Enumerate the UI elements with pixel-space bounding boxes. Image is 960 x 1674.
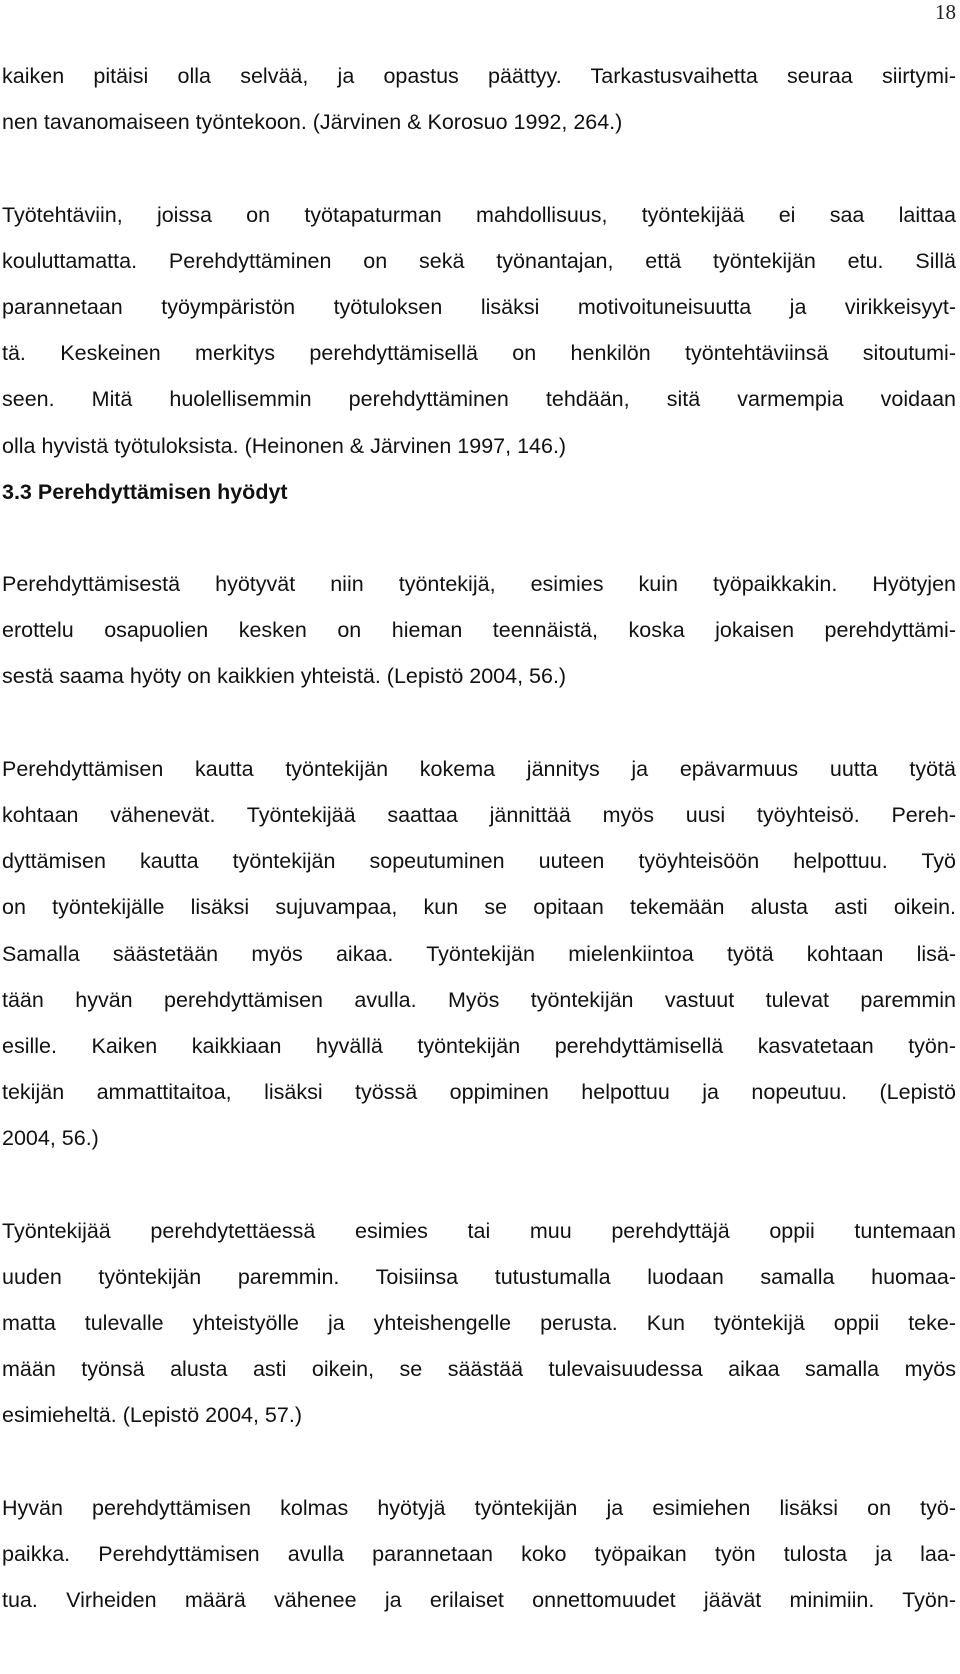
paragraph-line: tään hyvän perehdyttämisen avulla. Myös työntekijän vastuut tulevat paremmin (2, 987, 956, 1012)
paragraph-line: Perehdyttämisen kautta työntekijän kokema jännitys ja epävarmuus uutta työtä (2, 756, 956, 781)
paragraph-line: uuden työntekijän paremmin. Toisiinsa tutustumalla luodaan samalla huomaa- (2, 1264, 956, 1289)
paragraph-line: esille. Kaiken kaikkiaan hyvällä työntekijän perehdyttämisellä kasvatetaan työn- (2, 1033, 956, 1058)
paragraph-gap (2, 145, 956, 191)
document-body (2, 53, 956, 1623)
paragraph-line: kouluttamatta. Perehdyttäminen on sekä työnantajan, että työntekijän etu. Sillä (2, 248, 956, 273)
paragraph-line: paikka. Perehdyttämisen avulla parannetaan koko työpaikan työn tulosta ja laa- (2, 1542, 956, 1566)
paragraph-line: mään työnsä alusta asti oikein, se säästää tulevaisuudessa aikaa samalla myös (2, 1357, 956, 1382)
paragraph-gap (2, 1162, 956, 1208)
paragraph-gap (2, 1439, 956, 1485)
paragraph (2, 1208, 956, 1439)
paragraph-line: erottelu osapuolien kesken on hieman teennäistä, koska jokaisen perehdyttämi- (2, 618, 956, 643)
paragraph-gap (2, 515, 956, 561)
paragraph (2, 53, 956, 145)
paragraph (2, 1485, 956, 1624)
paragraph (2, 192, 956, 469)
paragraph-line: on työntekijälle lisäksi sujuvampaa, kun se opitaan tekemään alusta asti oikein. (2, 895, 956, 920)
paragraph-line: olla hyvistä työtuloksista. (Heinonen & Järvinen 1997, 146.) (2, 433, 567, 458)
paragraph-line: seen. Mitä huolellisemmin perehdyttäminen tehdään, sitä varmempia voidaan (2, 387, 956, 412)
paragraph-line: tä. Keskeinen merkitys perehdyttämisellä on henkilön työntehtäviinsä sitoutumi- (2, 341, 956, 366)
paragraph-line: kaiken pitäisi olla selvää, ja opastus päättyy. Tarkastusvaihetta seuraa siirtymi- (2, 64, 956, 88)
paragraph-line: Hyvän perehdyttämisen kolmas hyötyjä työntekijän ja esimiehen lisäksi on työ- (2, 1495, 956, 1520)
paragraph-line: nen tavanomaiseen työntekoon. (Järvinen & Korosuo 1992, 264.) (2, 110, 623, 135)
page-number: 18 (935, 0, 956, 24)
paragraph-line: Perehdyttämisestä hyötyvät niin työntekijä, esimies kuin työpaikkakin. Hyötyjen (2, 572, 956, 597)
paragraph-line: Työntekijää perehdytettäessä esimies tai muu perehdyttäjä oppii tuntemaan (2, 1218, 956, 1243)
paragraph-line: dyttämisen kautta työntekijän sopeutuminen uuteen työyhteisöön helpottuu. Työ (2, 849, 956, 874)
paragraph-line: Samalla säästetään myös aikaa. Työntekijän mielenkiintoa työtä kohtaan lisä- (2, 941, 956, 966)
paragraph-line: sestä saama hyöty on kaikkien yhteistä. (Lepistö 2004, 56.) (2, 664, 567, 689)
paragraph-gap (2, 700, 956, 746)
paragraph-line: esimieheltä. (Lepistö 2004, 57.) (2, 1403, 302, 1428)
paragraph-line: tekijän ammattitaitoa, lisäksi työssä oppiminen helpottuu ja nopeutuu. (Lepistö (2, 1080, 956, 1105)
paragraph-line: matta tulevalle yhteistyölle ja yhteishengelle perusta. Kun työntekijä oppii teke- (2, 1311, 956, 1336)
section-heading: 3.3 Perehdyttämisen hyödyt (2, 479, 288, 504)
paragraph-line: tua. Virheiden määrä vähenee ja erilaiset onnettomuudet jäävät minimiin. Työn- (2, 1588, 956, 1613)
paragraph (2, 561, 956, 700)
paragraph (2, 746, 956, 1162)
paragraph-line: 2004, 56.) (2, 1126, 99, 1151)
paragraph-line: kohtaan vähenevät. Työntekijää saattaa jännittää myös uusi työyhteisö. Pereh- (2, 803, 956, 827)
paragraph-line: Työtehtäviin, joissa on työtapaturman mahdollisuus, työntekijää ei saa laittaa (2, 202, 956, 227)
paragraph-line: parannetaan työympäristön työtuloksen lisäksi motivoituneisuutta ja virikkeisyyt- (2, 294, 956, 319)
